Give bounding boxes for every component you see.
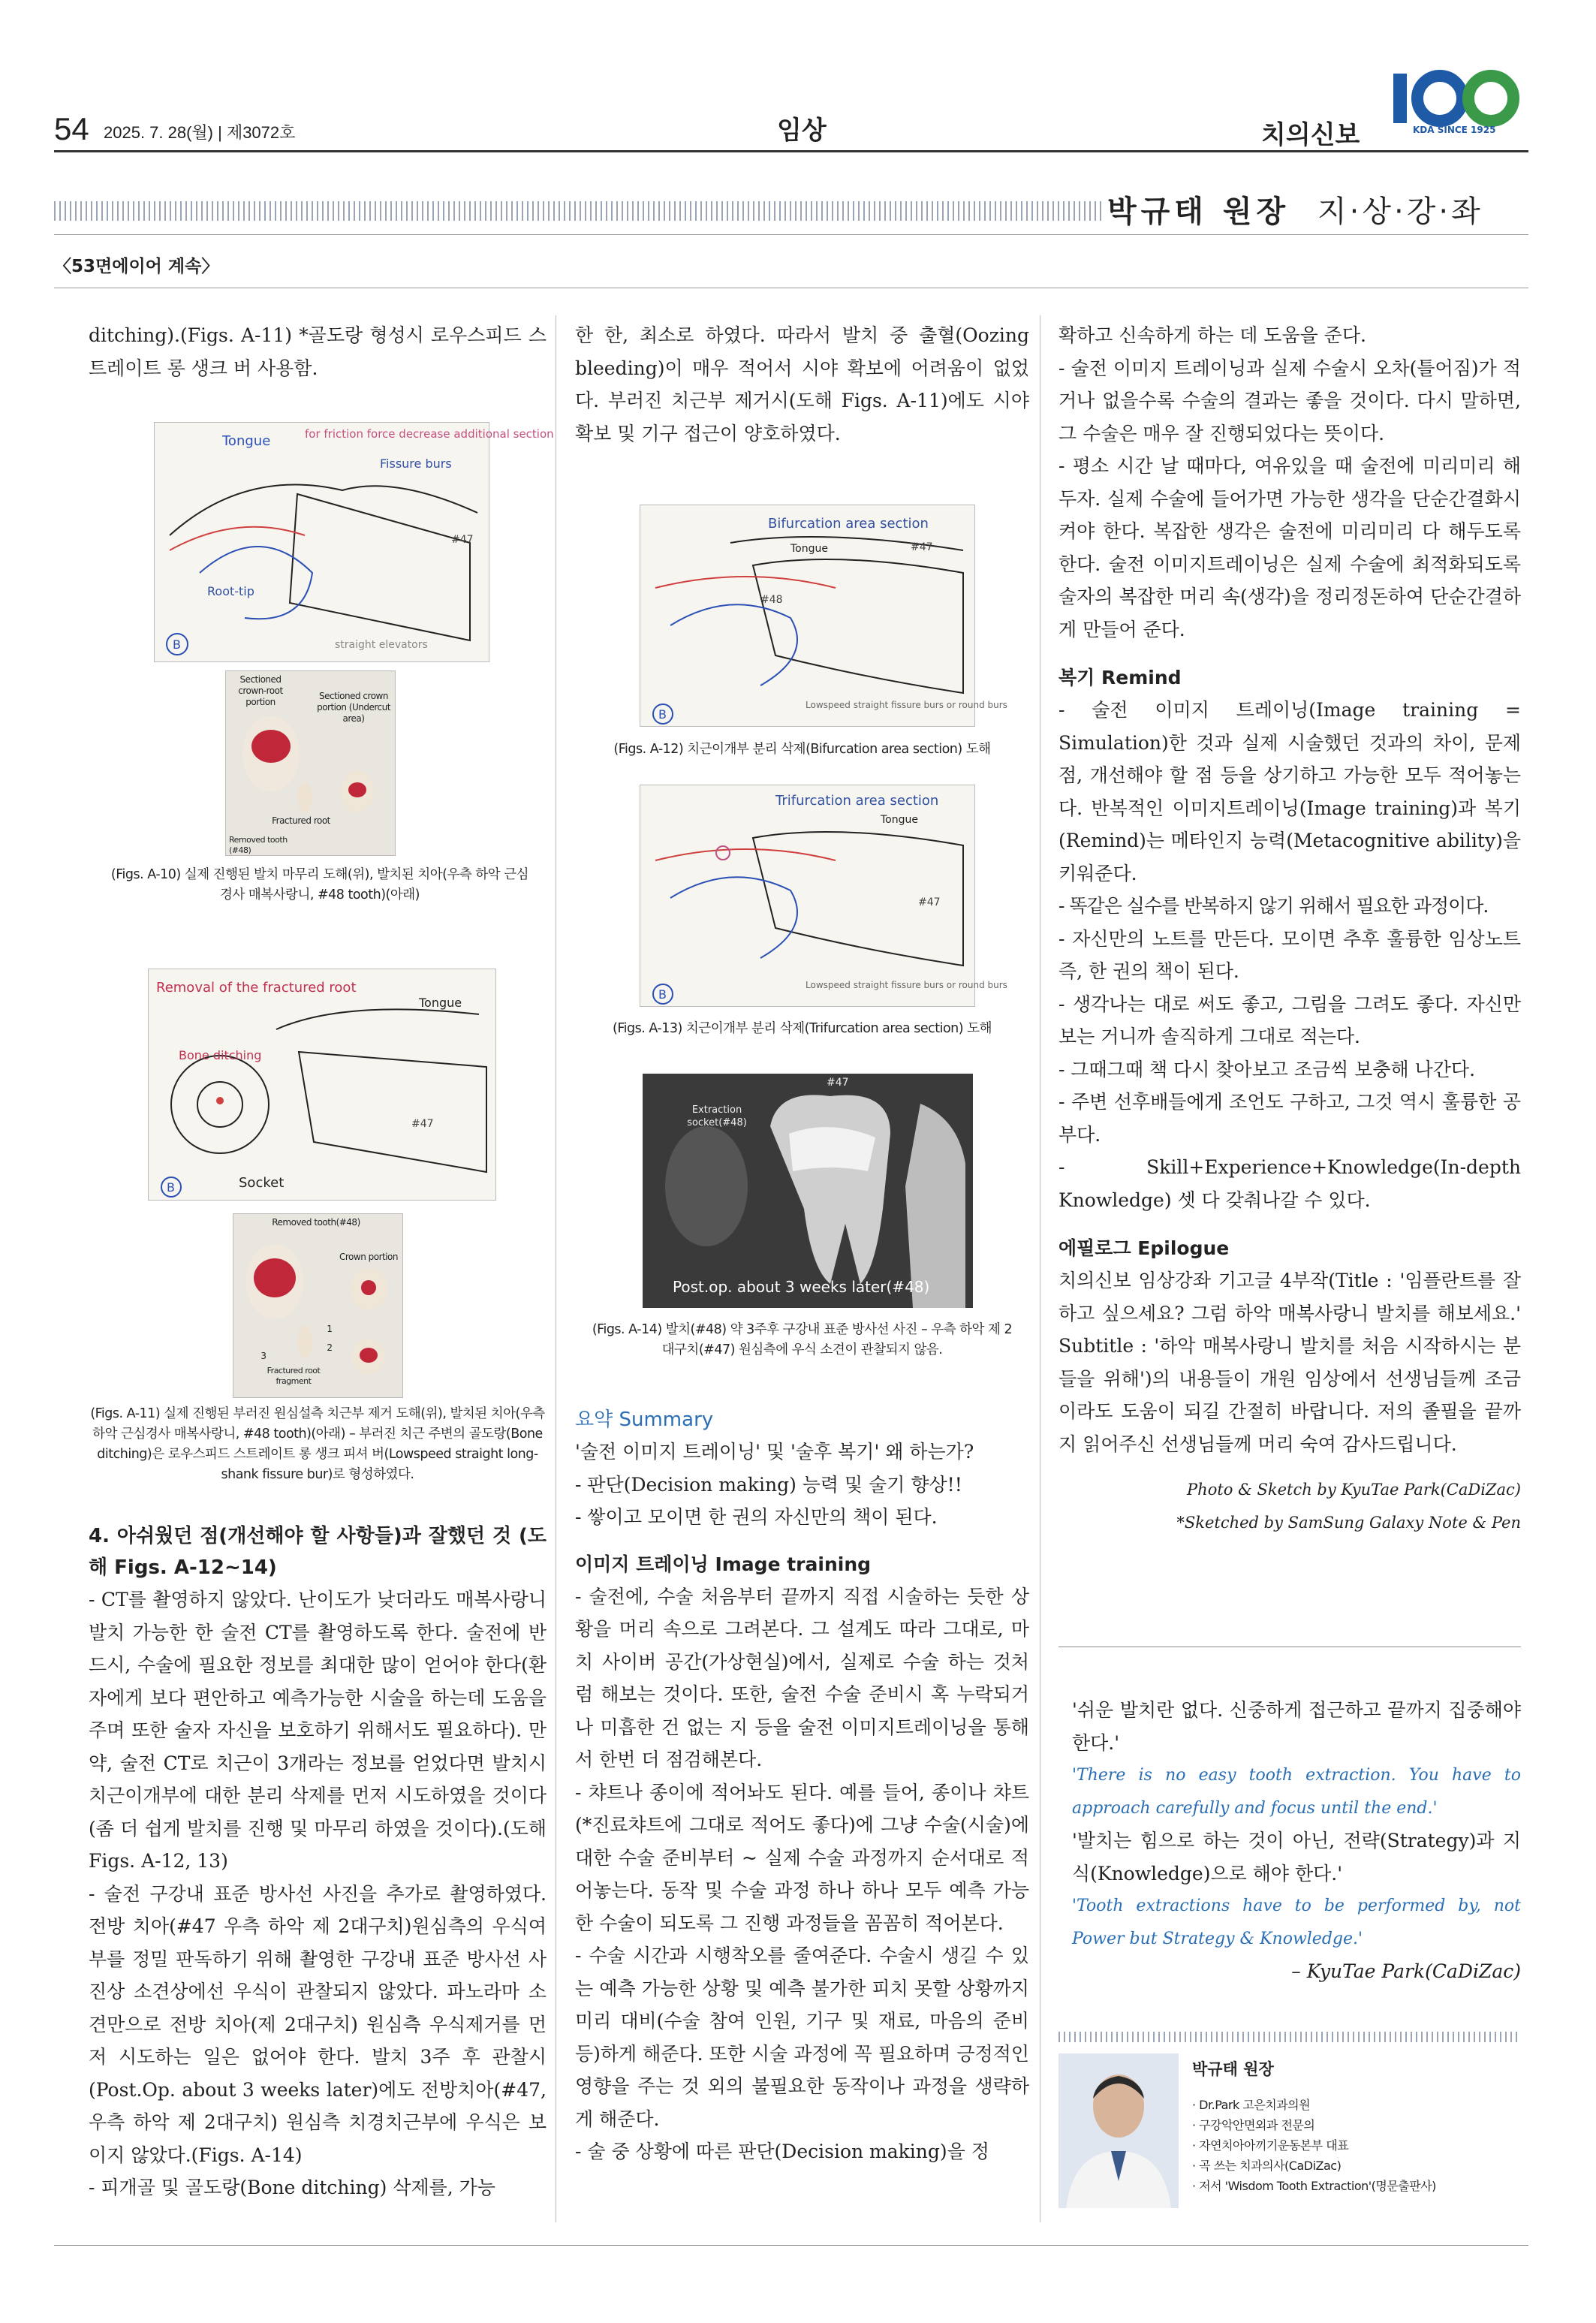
paper-name: 치의신보 <box>1261 120 1360 150</box>
column2-intro: 한 한, 최소로 하였다. 따라서 발치 중 출혈(Oozing bleeding)이 매우 적어서 시야 확보에 어려움이 없었다. 부러진 치근부 제거시(도해 Figs. A-11)에도 시야 확보 및 기구 접근이 양호하였다. <box>575 324 1029 444</box>
fig-a10-caption: (Figs. A-10) 실제 진행된 발치 마무리 도해(위), 발치된 치아(우측 하악 근심경사 매복사랑니, #48 tooth)(아래) <box>110 867 529 902</box>
xray-label: Post.op. about 3 weeks later(#48) <box>673 1278 930 1296</box>
sketch-label: #47 <box>411 1118 434 1130</box>
fig-a10-sketch <box>154 422 554 662</box>
paragraph: - 자신만의 노트를 만든다. 모이면 추후 훌륭한 임상노트 즉, 한 권의 책이 된다. <box>1058 927 1521 982</box>
sketch-label: Removal of the fractured root <box>156 980 357 996</box>
svg-text:B: B <box>167 1180 175 1195</box>
summary-line: - 판단(Decision making) 능력 및 술기 향상!! <box>575 1473 962 1496</box>
sketch-label: Socket <box>239 1175 285 1191</box>
fig-a14-xray <box>643 1074 973 1308</box>
xray-label: #47 <box>827 1077 849 1089</box>
sketch-label: Lowspeed straight fissure burs or round burs <box>806 700 1007 710</box>
profile-item: · Dr.Park 고은치과의원 <box>1192 2098 1311 2112</box>
quote-author: – KyuTae Park(CaDiZac) <box>1291 1960 1521 1982</box>
profile-item: · 구강악안면외과 전문의 <box>1192 2118 1315 2132</box>
fig-a12-caption: (Figs. A-12) 치근이개부 분리 삭제(Bifurcation area section) 도해 <box>613 742 991 757</box>
quote-korean: '쉬운 발치란 없다. 신중하게 접근하고 끝까지 집중해야 한다.' <box>1072 1699 1521 1754</box>
column2-body <box>575 1404 1029 2168</box>
profile-name: 박규태 원장 <box>1192 2060 1274 2078</box>
fig-a12-sketch <box>640 505 1007 727</box>
photo-label: 1 <box>327 1324 333 1334</box>
summary-line: '술전 이미지 트레이닝' 및 '술후 복기' 왜 하는가? <box>575 1441 974 1463</box>
image-training-title: 이미지 트레이닝 Image training <box>575 1553 872 1575</box>
paragraph: - 술전 이미지 트레이닝(Image training = Simulation)한 것과 실제 시술했던 것과의 차이, 문제점, 개선해야 할 점 등을 상기하고 가능한 모두 적어놓는다. 반복적인 이미지트레이닝(Image training)과 복기(Remind)는 메타인지 능력(Metacognitive ability)을 키워준다. <box>1058 699 1521 884</box>
series-title: 지·상·강·좌 <box>1317 194 1483 229</box>
author-photo <box>1058 2053 1179 2208</box>
sketch-label: #47 <box>918 896 941 908</box>
column1-body <box>89 1520 547 2204</box>
sketch-label: Trifurcation area section <box>775 793 939 809</box>
sketch-label: straight elevators <box>335 639 428 651</box>
profile-item: · 곡 쓰는 치과의사(CaDiZac) <box>1192 2159 1342 2173</box>
sketch-label: #47 <box>451 534 474 546</box>
issue-date: 2025. 7. 28(월) | 제3072호 <box>104 123 296 142</box>
sketch-label: #47 <box>911 541 933 553</box>
photo-label: Removed tooth(#48) <box>272 1217 360 1228</box>
header-rule <box>54 150 1528 152</box>
summary-title: 요약 Summary <box>575 1409 714 1431</box>
quote-english: 'There is no easy tooth extraction. You have to approach carefully and focus until the end.' <box>1072 1766 1521 1818</box>
sketch-label: Tongue <box>419 996 462 1010</box>
sketch-label: Lowspeed straight fissure burs or round burs <box>806 980 1007 990</box>
paragraph: - 술전 이미지 트레이닝과 실제 수술시 오차(틀어짐)가 적거나 없을수록 수술의 결과는 좋을 것이다. 다시 말하면, 그 수술은 매우 잘 진행되었다는 뜻이다. <box>1058 357 1521 444</box>
svg-text:B: B <box>658 707 667 722</box>
photo-label: 2 <box>327 1342 333 1353</box>
paragraph: - 챠트나 종이에 적어놔도 된다. 예를 들어, 종이나 챠트(*진료챠트에 그대로 적어도 좋다)에 그냥 수술(시술)에 대한 수술 준비부터 ~ 실제 수술 과정까지 순서대로 적어놓는다. 동작 및 수술 과정 하나 하나 모두 예측 가능한 수술이 되도록 그 진행 과정들을 꼼꼼히 적어본다. <box>575 1781 1029 1934</box>
photo-label: Fractured root fragment <box>267 1366 321 1386</box>
paragraph: - 피개골 및 골도랑(Bone ditching) 삭제를, 가능 <box>89 2177 495 2198</box>
svg-text:B: B <box>658 987 667 1002</box>
profile-list <box>1192 2095 1436 2196</box>
sketch-label: Bifurcation area section <box>768 516 929 532</box>
sketch-credit: *Sketched by SamSung Galaxy Note & Pen <box>1176 1513 1521 1532</box>
photo-credit: Photo & Sketch by KyuTae Park(CaDiZac) <box>1187 1481 1521 1499</box>
photo-label: Fractured root <box>272 815 330 826</box>
fig-a10-photo <box>225 670 396 856</box>
photo-label: Removed tooth (#48) <box>229 835 288 855</box>
kda-100-logo <box>1390 65 1525 147</box>
series-stripe <box>54 201 1105 221</box>
photo-label: Sectioned crown-root portion <box>238 674 283 707</box>
series-author: 박규태 원장 <box>1107 194 1290 229</box>
paragraph: - 생각나는 대로 써도 좋고, 그림을 그려도 좋다. 자신만 보는 거니까 솔직하게 그대로 적는다. <box>1058 993 1521 1047</box>
remind-title: 복기 Remind <box>1058 667 1182 688</box>
quote-korean: '발치는 힘으로 하는 것이 아닌, 전략(Strategy)과 지식(Knowledge)으로 해야 한다.' <box>1072 1830 1521 1885</box>
fig-a14-caption: (Figs. A-14) 발치(#48) 약 3주후 구강내 표준 방사선 사진 – 우측 하악 제 2대구치(#47) 원심측에 우식 소견이 관찰되지 않음. <box>592 1322 1013 1357</box>
paragraph: - 그때그때 책 다시 찾아보고 조금씩 보충해 나간다. <box>1058 1058 1476 1080</box>
paragraph: - 술 중 상황에 따른 판단(Decision making)을 정 <box>575 2141 989 2162</box>
continued-note: 〈53면에이어 계속〉 <box>54 257 219 276</box>
sketch-label: Root-tip <box>207 584 254 598</box>
logo-caption: KDA SINCE 1925 <box>1413 125 1496 135</box>
fig-a11-photo <box>233 1213 403 1398</box>
summary-line: - 쌓이고 모이면 한 권의 자신만의 책이 된다. <box>575 1506 938 1528</box>
fig-a13-sketch <box>640 785 1007 1007</box>
column3-body <box>1058 319 1521 1539</box>
xray-label: Extraction socket(#48) <box>687 1104 747 1128</box>
closing-quotes <box>1058 1694 1521 1988</box>
photo-label: 3 <box>260 1351 267 1361</box>
photo-label: Crown portion <box>339 1252 398 1262</box>
paragraph: 확하고 신속하게 하는 데 도움을 준다. <box>1058 324 1366 346</box>
paragraph: - CT를 촬영하지 않았다. 난이도가 낮더라도 매복사랑니 발치 가능한 한 술전 CT를 촬영하도록 한다. 술전에 반드시, 수술에 필요한 정보를 최대한 많이 얻어야 한다(환자에게 보다 편안하고 예측가능한 시술을 하는데 도움을 주며 또한 술자 자신을 보호하기 위해서도 필요하다). 만약, 술전 CT로 치근이 3개라는 정보를 얻었다면 발치시 치근이개부에 대한 분리 삭제를 먼저 시도하였을 것이다(좀 더 쉽게 발치를 진행 및 마무리 하였을 것이다).(도해 Figs. A-12, 13) <box>89 1589 547 1872</box>
profile-stripe <box>1058 2032 1521 2042</box>
sketch-label: Bone ditching <box>179 1048 262 1062</box>
sketch-label: Tongue <box>222 433 271 449</box>
epilogue-title: 에필로그 Epilogue <box>1058 1237 1230 1259</box>
page-number: 54 <box>54 111 89 146</box>
section-title: 임상 <box>777 116 827 146</box>
paragraph: 치의신보 임상강좌 기고글 4부작(Title : '임플란트를 잘 하고 싶으세요? 그럼 하악 매복사랑니 발치를 해보세요.' Subtitle : '하악 매복사랑니 발치를 처음 시작하시는 분들을 위해')의 내용들이 개원 임상에서 선생님들께 조금이라도 도움이 되길 간절히 바랍니다. 저의 졸필을 끝까지 읽어주신 선생님들께 머리 숙여 감사드립니다. <box>1058 1270 1521 1455</box>
section4-title: 4. 아쉬웠던 점(개선해야 할 사항들)과 잘했던 것 (도해 Figs. A-12~14) <box>89 1525 547 1579</box>
series-rule <box>54 234 1528 235</box>
paragraph: - Skill+Experience+Knowledge(In-depth Knowledge) 셋 다 갖춰나갈 수 있다. <box>1058 1156 1521 1211</box>
sketch-label: Fissure burs <box>380 456 452 471</box>
fig-a11-caption: (Figs. A-11) 실제 진행된 부러진 원심설측 치근부 제거 도해(위), 발치된 치아(우측 하악 근심경사 매복사랑니, #48 tooth)(아래) – 부러진 치근 주변의 골도랑(Bone ditching)은 로우스피드 스트레이트 롱 생크 피셔 버(Lowspeed straight long-shank fissure bur)로 형성하였다. <box>90 1406 545 1482</box>
profile-item: · 저서 'Wisdom Tooth Extraction'(명문출판사) <box>1192 2179 1436 2193</box>
paragraph: - 술전에, 수술 처음부터 끝까지 직접 시술하는 듯한 상황을 머리 속으로 그려본다. 그 설계도 따라 그대로, 마치 사이버 공간(가상현실)에서, 실제로 수술 하는 것처럼 해보는 것이다. 또한, 술전 수술 준비시 혹 누락되거나 미흡한 건 없는 지 등을 술전 이미지트레이닝을 통해서 한번 더 점검해본다. <box>575 1585 1029 1770</box>
sketch-label: #48 <box>760 594 783 606</box>
column1-intro: ditching).(Figs. A-11) *골도랑 형성시 로우스피드 스트레이트 롱 생크 버 사용함. <box>89 324 547 379</box>
profile-item: · 자연치아아끼기운동본부 대표 <box>1192 2138 1349 2153</box>
paragraph: - 술전 구강내 표준 방사선 사진을 추가로 촬영하였다. 전방 치아(#47 우측 하악 제 2대구치)원심측의 우식여부를 정밀 판독하기 위해 촬영한 구강내 표준 방사선 사진상 소견상에선 우식이 관찰되지 않았다. 파노라마 소견만으로 전방 치아(제 2대구치) 원심측 우식제거를 먼저 시도하는 일은 없어야 한다. 발치 3주 후 관찰시(Post.Op. about 3 weeks later)에도 전방치아(#47, 우측 하악 제 2대구치) 원심측 치경치근부에 우식은 보이지 않았다.(Figs. A-14) <box>89 1882 547 2166</box>
fig-a11-sketch <box>148 969 496 1201</box>
paragraph: - 수술 시간과 시행착오를 줄여준다. 수술시 생길 수 있는 예측 가능한 상황 및 예측 불가한 피치 못할 상황까지 미리 대비(수술 참여 인원, 기구 및 재료, 마음의 준비 등)하게 해준다. 또한 시술 과정에 꼭 필요하며 긍정적인 영향을 주는 것 외의 불필요한 동작이나 과정을 생략하게 해준다. <box>575 1945 1029 2130</box>
sketch-label: Tongue <box>790 543 828 555</box>
sketch-label: for friction force decrease additional section <box>305 427 554 441</box>
quote-english: 'Tooth extractions have to be performed by, not Power but Strategy & Knowledge.' <box>1072 1897 1521 1948</box>
paragraph: - 똑같은 실수를 반복하지 않기 위해서 필요한 과정이다. <box>1058 895 1489 917</box>
footer-rule <box>54 2245 1528 2246</box>
paragraph: - 주변 선후배들에게 조언도 구하고, 그것 역시 훌륭한 공부다. <box>1058 1091 1521 1146</box>
sketch-label: Tongue <box>881 814 918 826</box>
fig-a13-caption: (Figs. A-13) 치근이개부 분리 삭제(Trifurcation area section) 도해 <box>613 1021 992 1036</box>
photo-label: Sectioned crown portion (Undercut area) <box>317 691 390 724</box>
paragraph: - 평소 시간 날 때마다, 여유있을 때 술전에 미리미리 해두자. 실제 수술에 들어가면 가능한 생각을 단순간결화시켜야 한다. 복잡한 생각은 술전에 미리미리 다 해두도록 한다. 술전 이미지트레이닝은 실제 수술에 최적화되도록 술자의 복잡한 머리 속(생각)을 정리정돈하여 단순간결하게 만들어 준다. <box>1058 455 1521 640</box>
svg-text:B: B <box>173 637 181 652</box>
